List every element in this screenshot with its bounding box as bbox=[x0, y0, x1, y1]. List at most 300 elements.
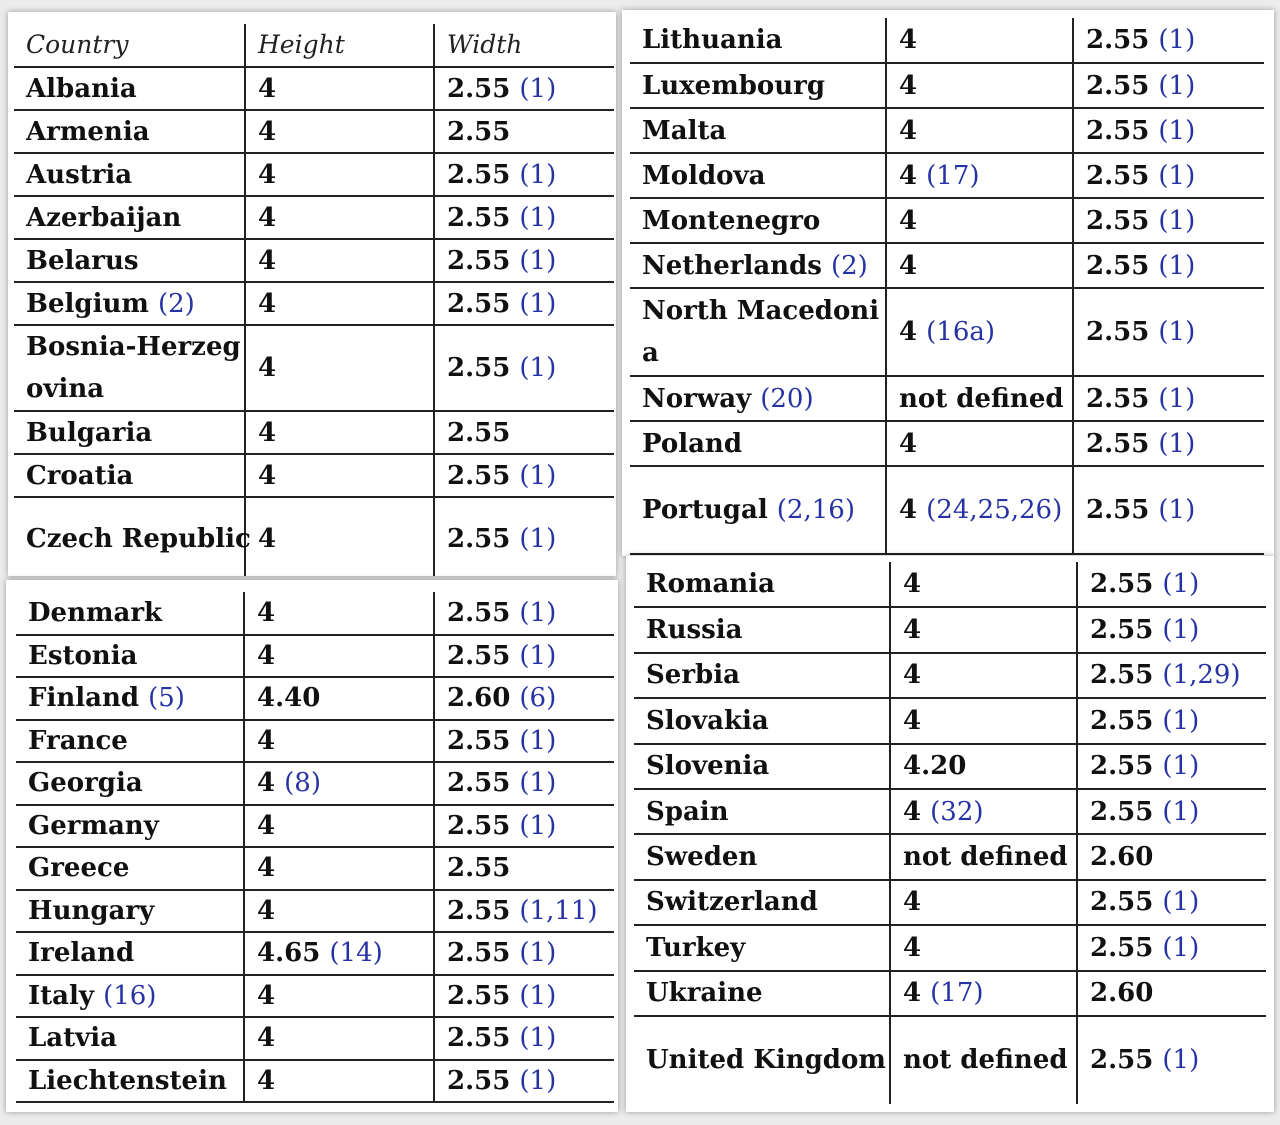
country-cell bbox=[14, 282, 245, 325]
height-value: 4 bbox=[903, 932, 922, 963]
width-cell bbox=[434, 239, 614, 282]
height-value: 4 bbox=[903, 615, 922, 646]
height-cell bbox=[244, 847, 434, 890]
footnote-reference: (2,16) bbox=[776, 495, 855, 525]
footnote-reference: (2) bbox=[830, 250, 868, 281]
table-row bbox=[634, 880, 1266, 925]
country-cell bbox=[634, 834, 890, 879]
footnote-reference: (1) bbox=[519, 810, 557, 841]
height-cell bbox=[886, 198, 1073, 243]
width-value: 2.55 bbox=[447, 73, 511, 104]
width-value: 2.55 bbox=[1086, 383, 1150, 414]
table-row bbox=[634, 1016, 1266, 1104]
country-value: Turkey bbox=[646, 932, 746, 963]
country-cell bbox=[630, 376, 886, 421]
height-value: 4 bbox=[258, 73, 277, 104]
footnote-reference: (16) bbox=[103, 980, 157, 1011]
table-row bbox=[16, 592, 614, 635]
country-value: Denmark bbox=[28, 597, 163, 628]
width-value: 2.55 bbox=[447, 202, 511, 233]
table-row bbox=[634, 744, 1266, 789]
width-cell bbox=[434, 497, 614, 576]
height-cell bbox=[244, 932, 434, 975]
width-value: 2.55 bbox=[447, 116, 511, 147]
country-cell bbox=[16, 805, 244, 848]
width-cell bbox=[434, 975, 614, 1018]
table-row bbox=[14, 497, 614, 576]
table-body bbox=[16, 592, 614, 1102]
width-value: 2.55 bbox=[447, 853, 511, 884]
width-value: 2.55 bbox=[1090, 932, 1154, 963]
table-row bbox=[14, 282, 614, 325]
country-cell bbox=[634, 789, 890, 834]
width-value: 2.55 bbox=[447, 524, 511, 554]
height-cell bbox=[244, 677, 434, 720]
footnote-reference: (1) bbox=[1158, 205, 1196, 236]
country-cell bbox=[634, 971, 890, 1016]
table-row bbox=[630, 288, 1264, 376]
width-cell bbox=[434, 635, 614, 678]
country-cell bbox=[16, 592, 244, 635]
height-value: 4 bbox=[903, 978, 922, 1009]
country-cell bbox=[630, 18, 886, 63]
height-cell bbox=[890, 698, 1077, 743]
height-value: 4 bbox=[257, 725, 276, 756]
height-cell bbox=[890, 789, 1077, 834]
width-cell bbox=[1073, 466, 1264, 554]
country-cell bbox=[634, 925, 890, 970]
table-panel-2 bbox=[622, 10, 1274, 556]
width-value: 2.55 bbox=[1086, 70, 1150, 101]
width-value: 2.55 bbox=[447, 597, 511, 628]
table-row bbox=[14, 196, 614, 239]
height-cell bbox=[245, 196, 434, 239]
country-value: Estonia bbox=[28, 640, 138, 671]
table-row bbox=[634, 834, 1266, 879]
table-row bbox=[16, 890, 614, 933]
table-row bbox=[16, 932, 614, 975]
table-row bbox=[16, 1060, 614, 1103]
country-value: Norway bbox=[642, 383, 752, 414]
width-cell bbox=[1077, 1016, 1266, 1104]
country-value: Finland bbox=[28, 683, 140, 714]
country-cell bbox=[14, 497, 251, 576]
height-value: 4.65 bbox=[257, 938, 321, 969]
country-cell bbox=[14, 325, 245, 411]
country-value: Czech Republic bbox=[26, 524, 251, 554]
country-value: Croatia bbox=[26, 460, 134, 491]
country-cell bbox=[634, 607, 890, 652]
table-row bbox=[634, 562, 1266, 607]
height-cell bbox=[886, 18, 1073, 63]
table-row bbox=[14, 239, 614, 282]
width-value: 2.55 bbox=[1086, 317, 1150, 347]
country-cell bbox=[630, 243, 886, 288]
height-value: 4 bbox=[257, 597, 276, 628]
header-height: Height bbox=[245, 24, 434, 67]
footnote-reference: (1,29) bbox=[1162, 660, 1241, 691]
table-row bbox=[634, 653, 1266, 698]
country-cell bbox=[630, 288, 886, 376]
country-cell bbox=[634, 698, 890, 743]
width-cell bbox=[1077, 653, 1266, 698]
footnote-reference: (1) bbox=[1158, 115, 1196, 146]
width-value: 2.55 bbox=[447, 288, 511, 319]
height-cell bbox=[886, 63, 1073, 108]
height-value: 4 bbox=[257, 980, 276, 1011]
height-cell bbox=[244, 805, 434, 848]
height-cell bbox=[886, 376, 1073, 421]
height-cell bbox=[890, 880, 1077, 925]
height-value: 4.20 bbox=[903, 751, 967, 782]
vehicle-dimensions-table-1 bbox=[14, 24, 614, 576]
country-cell bbox=[16, 932, 244, 975]
country-value: Romania bbox=[646, 569, 775, 600]
footnote-reference: (20) bbox=[760, 383, 814, 414]
height-cell bbox=[244, 1017, 434, 1060]
width-value: 2.55 bbox=[447, 353, 511, 383]
footnote-reference: (24,25,26) bbox=[926, 495, 1063, 525]
height-cell bbox=[890, 653, 1077, 698]
height-value: 4 bbox=[258, 245, 277, 276]
country-cell bbox=[16, 1017, 244, 1060]
country-value: Italy bbox=[28, 980, 95, 1011]
country-value: Lithuania bbox=[642, 25, 783, 55]
height-cell bbox=[245, 325, 434, 411]
height-value: 4 bbox=[257, 895, 276, 926]
width-value: 2.55 bbox=[1090, 796, 1154, 827]
height-value: 4 bbox=[903, 705, 922, 736]
height-cell bbox=[244, 635, 434, 678]
table-row bbox=[630, 243, 1264, 288]
country-cell bbox=[634, 653, 890, 698]
width-cell bbox=[1077, 607, 1266, 652]
width-value: 2.55 bbox=[1086, 25, 1150, 55]
height-cell bbox=[245, 67, 434, 110]
height-value: 4 bbox=[899, 495, 918, 525]
width-cell bbox=[1073, 243, 1264, 288]
footnote-reference: (1) bbox=[519, 980, 557, 1011]
height-value: not defined bbox=[903, 1045, 1068, 1076]
country-value: Bosnia-Herzegovina bbox=[26, 332, 241, 404]
height-cell bbox=[245, 454, 434, 497]
height-cell bbox=[244, 762, 434, 805]
country-value: Latvia bbox=[28, 1023, 117, 1054]
height-value: not defined bbox=[903, 842, 1068, 873]
table-row bbox=[630, 108, 1264, 153]
height-value: 4 bbox=[903, 569, 922, 600]
country-value: Belgium bbox=[26, 288, 149, 319]
width-value: 2.55 bbox=[447, 460, 511, 491]
width-cell bbox=[434, 67, 614, 110]
country-cell bbox=[634, 744, 890, 789]
height-cell bbox=[244, 720, 434, 763]
height-cell bbox=[890, 744, 1077, 789]
width-value: 2.55 bbox=[447, 417, 511, 448]
width-value: 2.55 bbox=[447, 159, 511, 190]
height-value: 4 bbox=[258, 288, 277, 319]
country-cell bbox=[16, 1060, 244, 1103]
table-body bbox=[630, 18, 1264, 554]
width-cell bbox=[434, 890, 614, 933]
footnote-reference: (1) bbox=[1158, 160, 1196, 191]
footnote-reference: (1) bbox=[519, 288, 557, 319]
width-value: 2.60 bbox=[447, 683, 511, 714]
height-cell bbox=[245, 110, 434, 153]
country-cell bbox=[14, 196, 245, 239]
height-cell bbox=[890, 1016, 1077, 1104]
width-value: 2.55 bbox=[1090, 705, 1154, 736]
width-value: 2.55 bbox=[1086, 428, 1150, 459]
country-cell bbox=[14, 454, 245, 497]
vehicle-dimensions-table-2 bbox=[630, 18, 1264, 555]
width-cell bbox=[1073, 288, 1264, 376]
height-value: not defined bbox=[899, 383, 1064, 414]
table-body bbox=[14, 67, 614, 576]
height-value: 4 bbox=[258, 417, 277, 448]
footnote-reference: (1) bbox=[1158, 25, 1196, 55]
footnote-reference: (1) bbox=[1162, 751, 1200, 782]
width-cell bbox=[434, 196, 614, 239]
footnote-reference: (1) bbox=[519, 202, 557, 233]
header-country: Country bbox=[14, 24, 245, 67]
country-cell bbox=[630, 153, 886, 198]
width-value: 2.55 bbox=[447, 938, 511, 969]
footnote-reference: (5) bbox=[148, 683, 185, 714]
country-value: Hungary bbox=[28, 895, 155, 926]
country-value: Ireland bbox=[28, 938, 135, 969]
footnote-reference: (17) bbox=[930, 978, 984, 1009]
country-cell bbox=[16, 890, 244, 933]
footnote-reference: (1) bbox=[519, 725, 557, 756]
height-cell bbox=[245, 282, 434, 325]
table-panel-4 bbox=[626, 556, 1274, 1112]
width-cell bbox=[434, 1060, 614, 1103]
table-body bbox=[634, 562, 1266, 1104]
height-cell bbox=[890, 925, 1077, 970]
country-value: Luxembourg bbox=[642, 70, 826, 101]
width-cell bbox=[434, 110, 614, 153]
height-cell bbox=[244, 975, 434, 1018]
footnote-reference: (1) bbox=[519, 524, 557, 554]
table-row bbox=[630, 63, 1264, 108]
country-value: Serbia bbox=[646, 660, 740, 691]
table-panel-1 bbox=[8, 12, 616, 576]
footnote-reference: (1) bbox=[519, 245, 557, 276]
height-cell bbox=[244, 890, 434, 933]
table-row bbox=[14, 110, 614, 153]
width-value: 2.55 bbox=[447, 1065, 511, 1096]
country-cell bbox=[14, 411, 245, 454]
country-value: Slovakia bbox=[646, 705, 769, 736]
height-cell bbox=[244, 1060, 434, 1103]
country-value: Moldova bbox=[642, 160, 766, 191]
width-cell bbox=[1077, 789, 1266, 834]
height-value: 4 bbox=[899, 250, 918, 281]
footnote-reference: (1) bbox=[519, 353, 557, 383]
footnote-reference: (1) bbox=[519, 159, 557, 190]
country-value: Portugal bbox=[642, 495, 768, 525]
country-cell bbox=[630, 466, 886, 554]
footnote-reference: (8) bbox=[284, 768, 321, 799]
country-value: Austria bbox=[26, 159, 133, 190]
height-value: 4 bbox=[257, 1023, 276, 1054]
height-value: 4 bbox=[899, 115, 918, 146]
width-cell bbox=[1073, 63, 1264, 108]
width-cell bbox=[1077, 834, 1266, 879]
width-value: 2.55 bbox=[447, 810, 511, 841]
header-width: Width bbox=[434, 24, 614, 67]
vehicle-dimensions-table-4 bbox=[634, 562, 1266, 1104]
country-value: Georgia bbox=[28, 768, 143, 799]
table-row bbox=[16, 975, 614, 1018]
footnote-reference: (1) bbox=[1162, 796, 1200, 827]
footnote-reference: (1) bbox=[519, 1065, 557, 1096]
footnote-reference: (1) bbox=[1162, 615, 1200, 646]
width-cell bbox=[1073, 376, 1264, 421]
height-value: 4 bbox=[257, 810, 276, 841]
country-value: Albania bbox=[26, 73, 137, 104]
country-value: Poland bbox=[642, 428, 743, 459]
height-cell bbox=[245, 497, 434, 576]
country-value: Liechtenstein bbox=[28, 1065, 227, 1096]
country-value: United Kingdom bbox=[646, 1045, 886, 1076]
width-value: 2.55 bbox=[1086, 205, 1150, 236]
country-cell bbox=[634, 1016, 890, 1104]
width-cell bbox=[434, 282, 614, 325]
table-row bbox=[16, 720, 614, 763]
height-cell bbox=[890, 562, 1077, 607]
table-row bbox=[630, 18, 1264, 63]
table-row bbox=[634, 925, 1266, 970]
table-row bbox=[14, 153, 614, 196]
country-cell bbox=[16, 677, 244, 720]
width-cell bbox=[1073, 153, 1264, 198]
footnote-reference: (1,11) bbox=[519, 895, 598, 926]
footnote-reference: (1) bbox=[519, 640, 557, 671]
width-value: 2.55 bbox=[1086, 160, 1150, 191]
width-value: 2.55 bbox=[1090, 569, 1154, 600]
country-value: Switzerland bbox=[646, 887, 818, 918]
footnote-reference: (1) bbox=[1162, 887, 1200, 918]
footnote-reference: (1) bbox=[1158, 383, 1196, 414]
width-cell bbox=[1077, 562, 1266, 607]
table-row bbox=[16, 635, 614, 678]
width-value: 2.55 bbox=[447, 1023, 511, 1054]
table-row bbox=[630, 466, 1264, 554]
country-cell bbox=[630, 421, 886, 466]
country-cell bbox=[16, 847, 244, 890]
height-cell bbox=[886, 466, 1073, 554]
height-cell bbox=[890, 971, 1077, 1016]
width-cell bbox=[434, 720, 614, 763]
country-value: North Macedonia bbox=[642, 296, 880, 368]
width-value: 2.55 bbox=[447, 768, 511, 799]
width-value: 2.60 bbox=[1090, 842, 1154, 873]
height-value: 4 bbox=[903, 660, 922, 691]
table-row bbox=[630, 421, 1264, 466]
footnote-reference: (1) bbox=[1162, 569, 1200, 600]
height-value: 4 bbox=[899, 70, 918, 101]
country-value: Malta bbox=[642, 115, 727, 146]
footnote-reference: (1) bbox=[1158, 250, 1196, 281]
height-value: 4 bbox=[258, 524, 277, 554]
country-cell bbox=[16, 975, 244, 1018]
country-cell bbox=[634, 880, 890, 925]
width-cell bbox=[1077, 880, 1266, 925]
height-value: 4 bbox=[899, 25, 918, 55]
country-value: France bbox=[28, 725, 128, 756]
country-cell bbox=[14, 67, 245, 110]
table-row bbox=[634, 698, 1266, 743]
width-cell bbox=[1073, 198, 1264, 243]
width-cell bbox=[434, 411, 614, 454]
width-value: 2.55 bbox=[1086, 495, 1150, 525]
country-value: Armenia bbox=[26, 116, 150, 147]
width-value: 2.55 bbox=[1090, 615, 1154, 646]
country-cell bbox=[14, 153, 245, 196]
height-cell bbox=[886, 421, 1073, 466]
width-value: 2.55 bbox=[447, 725, 511, 756]
width-cell bbox=[1077, 925, 1266, 970]
height-cell bbox=[245, 239, 434, 282]
table-row bbox=[16, 847, 614, 890]
width-cell bbox=[434, 932, 614, 975]
height-cell bbox=[245, 153, 434, 196]
table-panel-3 bbox=[6, 580, 618, 1112]
country-cell bbox=[16, 762, 244, 805]
table-row bbox=[16, 1017, 614, 1060]
table-row bbox=[630, 153, 1264, 198]
height-value: 4 bbox=[899, 428, 918, 459]
country-cell bbox=[14, 239, 245, 282]
country-value: Germany bbox=[28, 810, 159, 841]
width-cell bbox=[1073, 421, 1264, 466]
width-value: 2.55 bbox=[1090, 751, 1154, 782]
table-row bbox=[14, 67, 614, 110]
country-cell bbox=[634, 562, 890, 607]
width-value: 2.55 bbox=[447, 895, 511, 926]
height-value: 4 bbox=[257, 1065, 276, 1096]
height-value: 4 bbox=[258, 116, 277, 147]
height-value: 4.40 bbox=[257, 683, 321, 714]
table-row bbox=[634, 607, 1266, 652]
width-cell bbox=[1073, 18, 1264, 63]
width-cell bbox=[1073, 108, 1264, 153]
height-value: 4 bbox=[903, 887, 922, 918]
footnote-reference: (14) bbox=[329, 938, 383, 969]
height-value: 4 bbox=[258, 159, 277, 190]
footnote-reference: (1) bbox=[1162, 705, 1200, 736]
height-cell bbox=[245, 411, 434, 454]
country-cell bbox=[16, 720, 244, 763]
height-cell bbox=[886, 108, 1073, 153]
country-value: Slovenia bbox=[646, 751, 770, 782]
height-value: 4 bbox=[899, 205, 918, 236]
width-value: 2.60 bbox=[1090, 978, 1154, 1009]
width-cell bbox=[434, 1017, 614, 1060]
table-row bbox=[634, 971, 1266, 1016]
table-row bbox=[634, 789, 1266, 834]
height-cell bbox=[890, 834, 1077, 879]
country-cell bbox=[14, 110, 245, 153]
height-value: 4 bbox=[899, 317, 918, 347]
height-value: 4 bbox=[258, 202, 277, 233]
country-value: Montenegro bbox=[642, 205, 821, 236]
footnote-reference: (1) bbox=[519, 597, 557, 628]
height-value: 4 bbox=[257, 768, 276, 799]
footnote-reference: (1) bbox=[519, 460, 557, 491]
